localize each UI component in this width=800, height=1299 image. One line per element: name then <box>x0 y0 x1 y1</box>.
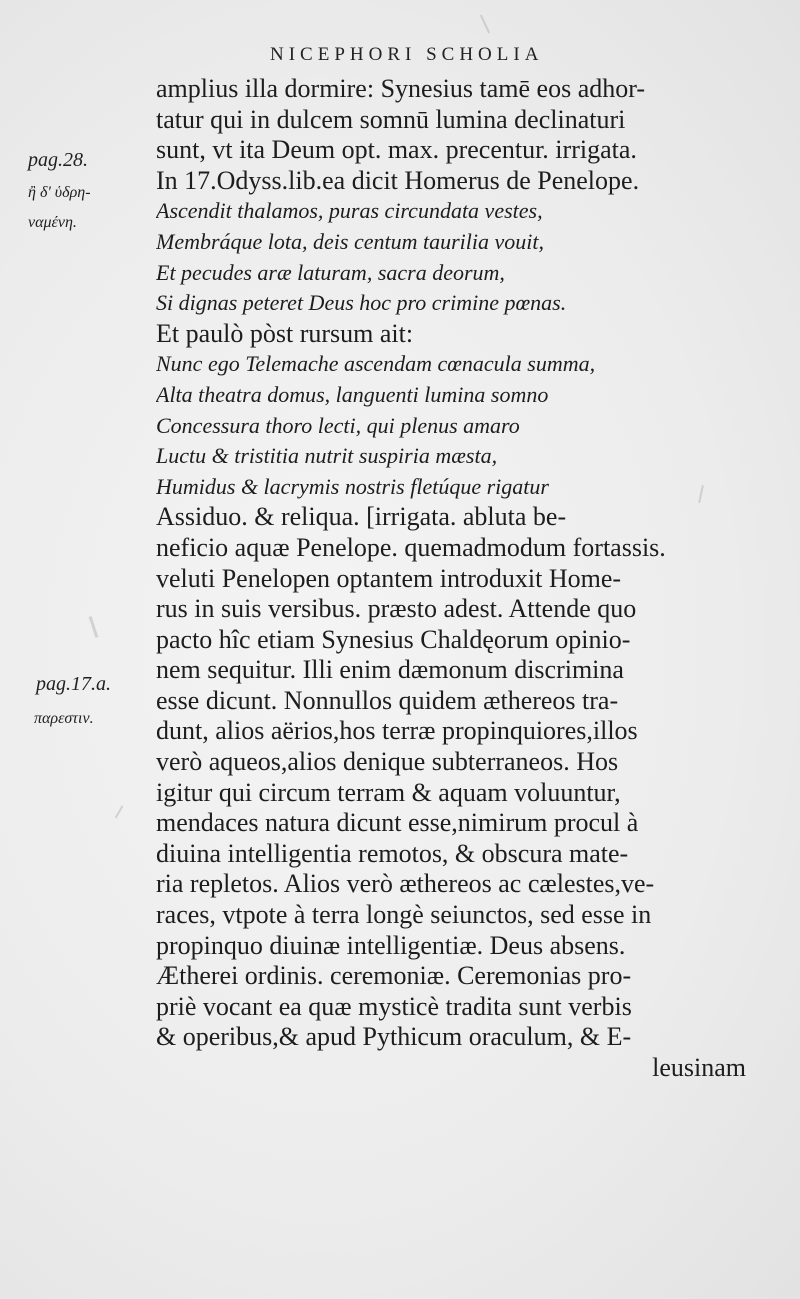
margin-note-greek: ναμένη. <box>28 214 77 231</box>
verse-line: Nunc ego Telemache ascendam cœnacula summa, <box>156 351 596 377</box>
body-text <box>156 74 746 1084</box>
verse-line: Ascendit thalamos, puras circundata vestes, <box>156 198 543 224</box>
text-line: ria repletos. Alios verò æthereos ac cælestes,ve- <box>156 869 655 899</box>
paper-speck <box>89 616 99 638</box>
text-line: neficio aquæ Penelope. quemadmodum fortassis. <box>156 532 666 562</box>
text-line: priè vocant ea quæ mysticè tradita sunt verbis <box>156 991 632 1021</box>
verse-line: Alta theatra domus, languenti lumina somno <box>156 381 549 407</box>
text-line: nem sequitur. Illi enim dæmonum discrimina <box>156 655 624 685</box>
text-line: propinquo diuinæ intelligentiæ. Deus absens. <box>156 930 626 960</box>
text-line: esse dicunt. Nonnullos quidem æthereos tra- <box>156 685 619 715</box>
verse-line: Humidus & lacrymis nostris fletúque rigatur <box>156 473 549 499</box>
verse-line: Et pecudes aræ laturam, sacra deorum, <box>156 259 505 285</box>
margin-note-greek: παρεστιν. <box>34 710 94 727</box>
catchword-line: leusinam <box>652 1053 746 1082</box>
text-line: rus in suis versibus. præsto adest. Attende quo <box>156 594 637 624</box>
text-line: dunt, alios aërios,hos terræ propinquiores,illos <box>156 716 638 746</box>
text-line: sunt, vt ita Deum opt. max. precentur. irrigata. <box>156 135 637 165</box>
verse-line: Membráque lota, deis centum taurilia vouit, <box>156 228 544 254</box>
verse-line: Si dignas peteret Deus hoc pro crimine pœnas. <box>156 290 567 316</box>
paper-speck <box>115 805 124 818</box>
verse-line: Concessura thoro lecti, qui plenus amaro <box>156 412 520 438</box>
text-line: mendaces natura dicunt esse,nimirum procul à <box>156 808 639 838</box>
running-head: NICEPHORI SCHOLIA <box>270 44 544 65</box>
text-line: races, vtpote à terra longè seiunctos, sed esse in <box>156 900 652 930</box>
text-line: In 17.Odyss.lib.ea dicit Homerus de Penelope. <box>156 165 640 195</box>
margin-note-greek: ἢ δ' ὑδρη- <box>28 184 91 201</box>
text-line: diuina intelligentia remotos, & obscura mate- <box>156 838 629 868</box>
paper-speck <box>480 15 490 34</box>
text-line: Assiduo. & reliqua. [irrigata. abluta be- <box>156 502 567 532</box>
text-line: igitur qui circum terram & aquam voluuntur, <box>156 777 621 807</box>
text-line: tatur qui in dulcem somnū lumina declinaturi <box>156 104 626 134</box>
text-line: veluti Penelopen optantem introduxit Home- <box>156 563 622 593</box>
margin-note-page-ref: pag.17.a. <box>36 673 111 695</box>
text-line: amplius illa dormire: Synesius tamē eos adhor- <box>156 74 646 103</box>
text-line: Ætherei ordinis. ceremoniæ. Ceremonias pro- <box>156 961 632 991</box>
text-line: Et paulò pòst rursum ait: <box>156 318 414 348</box>
verse-line: Luctu & tristitia nutrit suspiria mæsta, <box>156 443 498 469</box>
text-line: verò aqueos,alios denique subterraneos. Hos <box>156 747 619 777</box>
text-line: & operibus,& apud Pythicum oraculum, & E- <box>156 1022 632 1052</box>
text-line: pacto hîc etiam Synesius Chaldęorum opinio- <box>156 624 631 654</box>
margin-note-page-ref: pag.28. <box>28 149 88 171</box>
